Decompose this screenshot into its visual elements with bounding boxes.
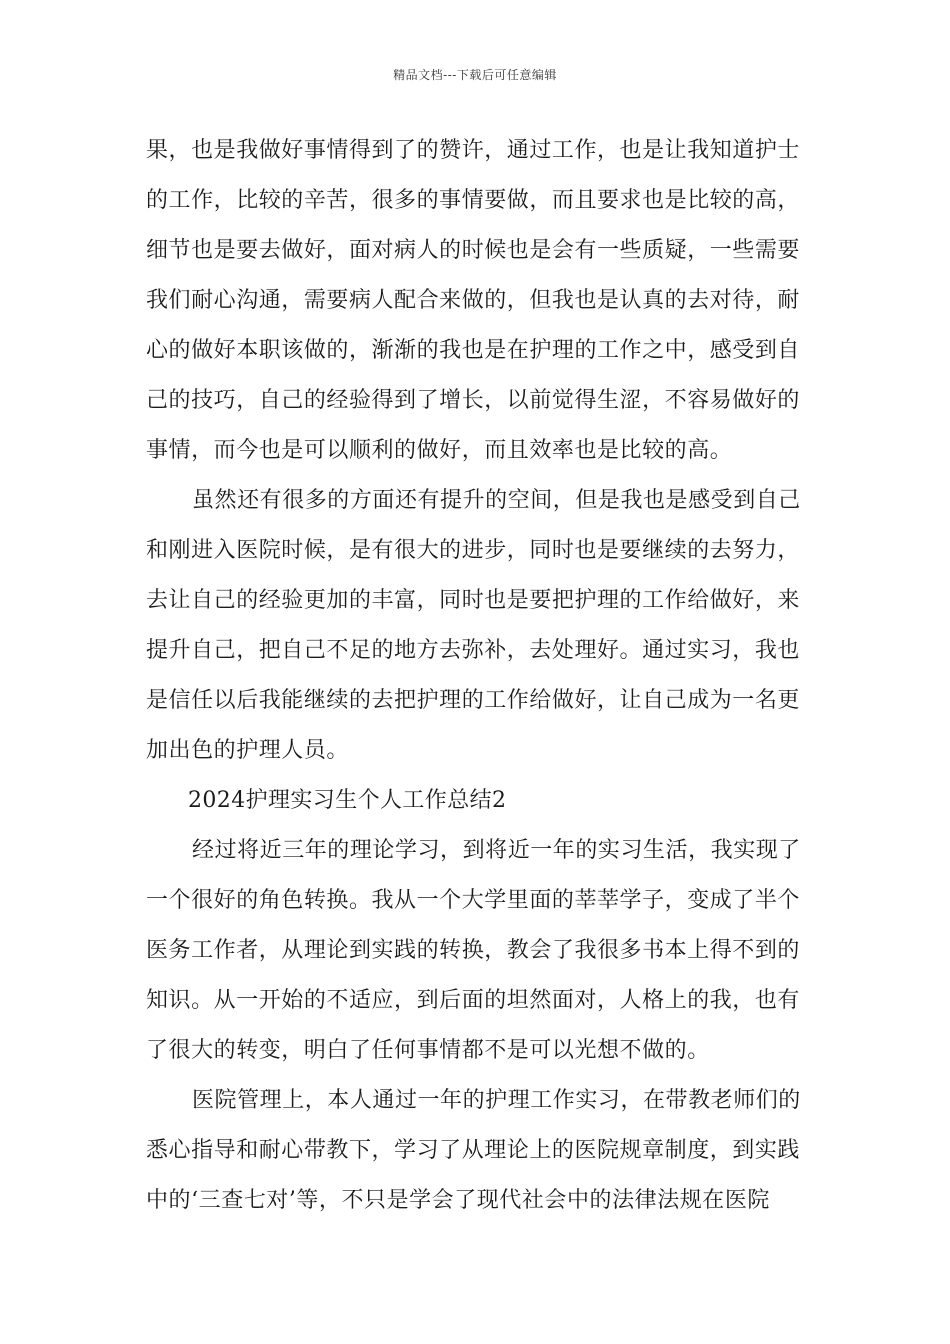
text-line: 我们耐心沟通，需要病人配合来做的，但我也是认真的去对待，耐 [146, 288, 800, 313]
text-line: 细节也是要去做好，面对病人的时候也是会有一些质疑，一些需要 [146, 238, 800, 263]
text-line: 提升自己，把自己不足的地方去弥补，去处理好。通过实习，我也 [146, 638, 800, 663]
paragraph-first-line: 医院管理上，本人通过一年的护理工作实习，在带教老师们的 [192, 1088, 801, 1113]
text-line: 是信任以后我能继续的去把护理的工作给做好，让自己成为一名更 [146, 688, 800, 713]
text-line: 事情，而今也是可以顺利的做好，而且效率也是比较的高。 [146, 438, 733, 463]
text-line: 知识。从一开始的不适应，到后面的坦然面对，人格上的我，也有 [146, 988, 800, 1013]
text-line: 中的‘三查七对’等，不只是学会了现代社会中的法律法规在医院 [146, 1188, 770, 1213]
paragraph-first-line: 经过将近三年的理论学习，到将近一年的实习生活，我实现了 [192, 838, 801, 863]
text-line: 和刚进入医院时候，是有很大的进步，同时也是要继续的去努力， [146, 538, 800, 563]
paragraph-first-line: 虽然还有很多的方面还有提升的空间，但是我也是感受到自己 [192, 488, 801, 513]
section-heading: 2024护理实习生个人工作总结2 [188, 788, 507, 813]
text-line: 果，也是我做好事情得到了的赞许，通过工作，也是让我知道护士 [146, 138, 800, 163]
text-line: 加出色的护理人员。 [146, 738, 349, 763]
page-header: 精品文档---下载后可任意编辑 [393, 68, 557, 82]
text-line: 悉心指导和耐心带教下，学习了从理论上的医院规章制度，到实践 [146, 1138, 800, 1163]
text-line: 己的技巧，自己的经验得到了增长，以前觉得生涩，不容易做好的 [146, 388, 800, 413]
text-line: 的工作，比较的辛苦，很多的事情要做，而且要求也是比较的高， [146, 188, 800, 213]
text-line: 去让自己的经验更加的丰富，同时也是要把护理的工作给做好，来 [146, 588, 800, 613]
document-body [146, 126, 806, 1226]
text-line: 医务工作者，从理论到实践的转换，教会了我很多书本上得不到的 [146, 938, 800, 963]
text-line: 心的做好本职该做的，渐渐的我也是在护理的工作之中，感受到自 [146, 338, 800, 363]
text-line: 了很大的转变，明白了任何事情都不是可以光想不做的。 [146, 1038, 710, 1063]
text-line: 一个很好的角色转换。我从一个大学里面的莘莘学子，变成了半个 [146, 888, 800, 913]
